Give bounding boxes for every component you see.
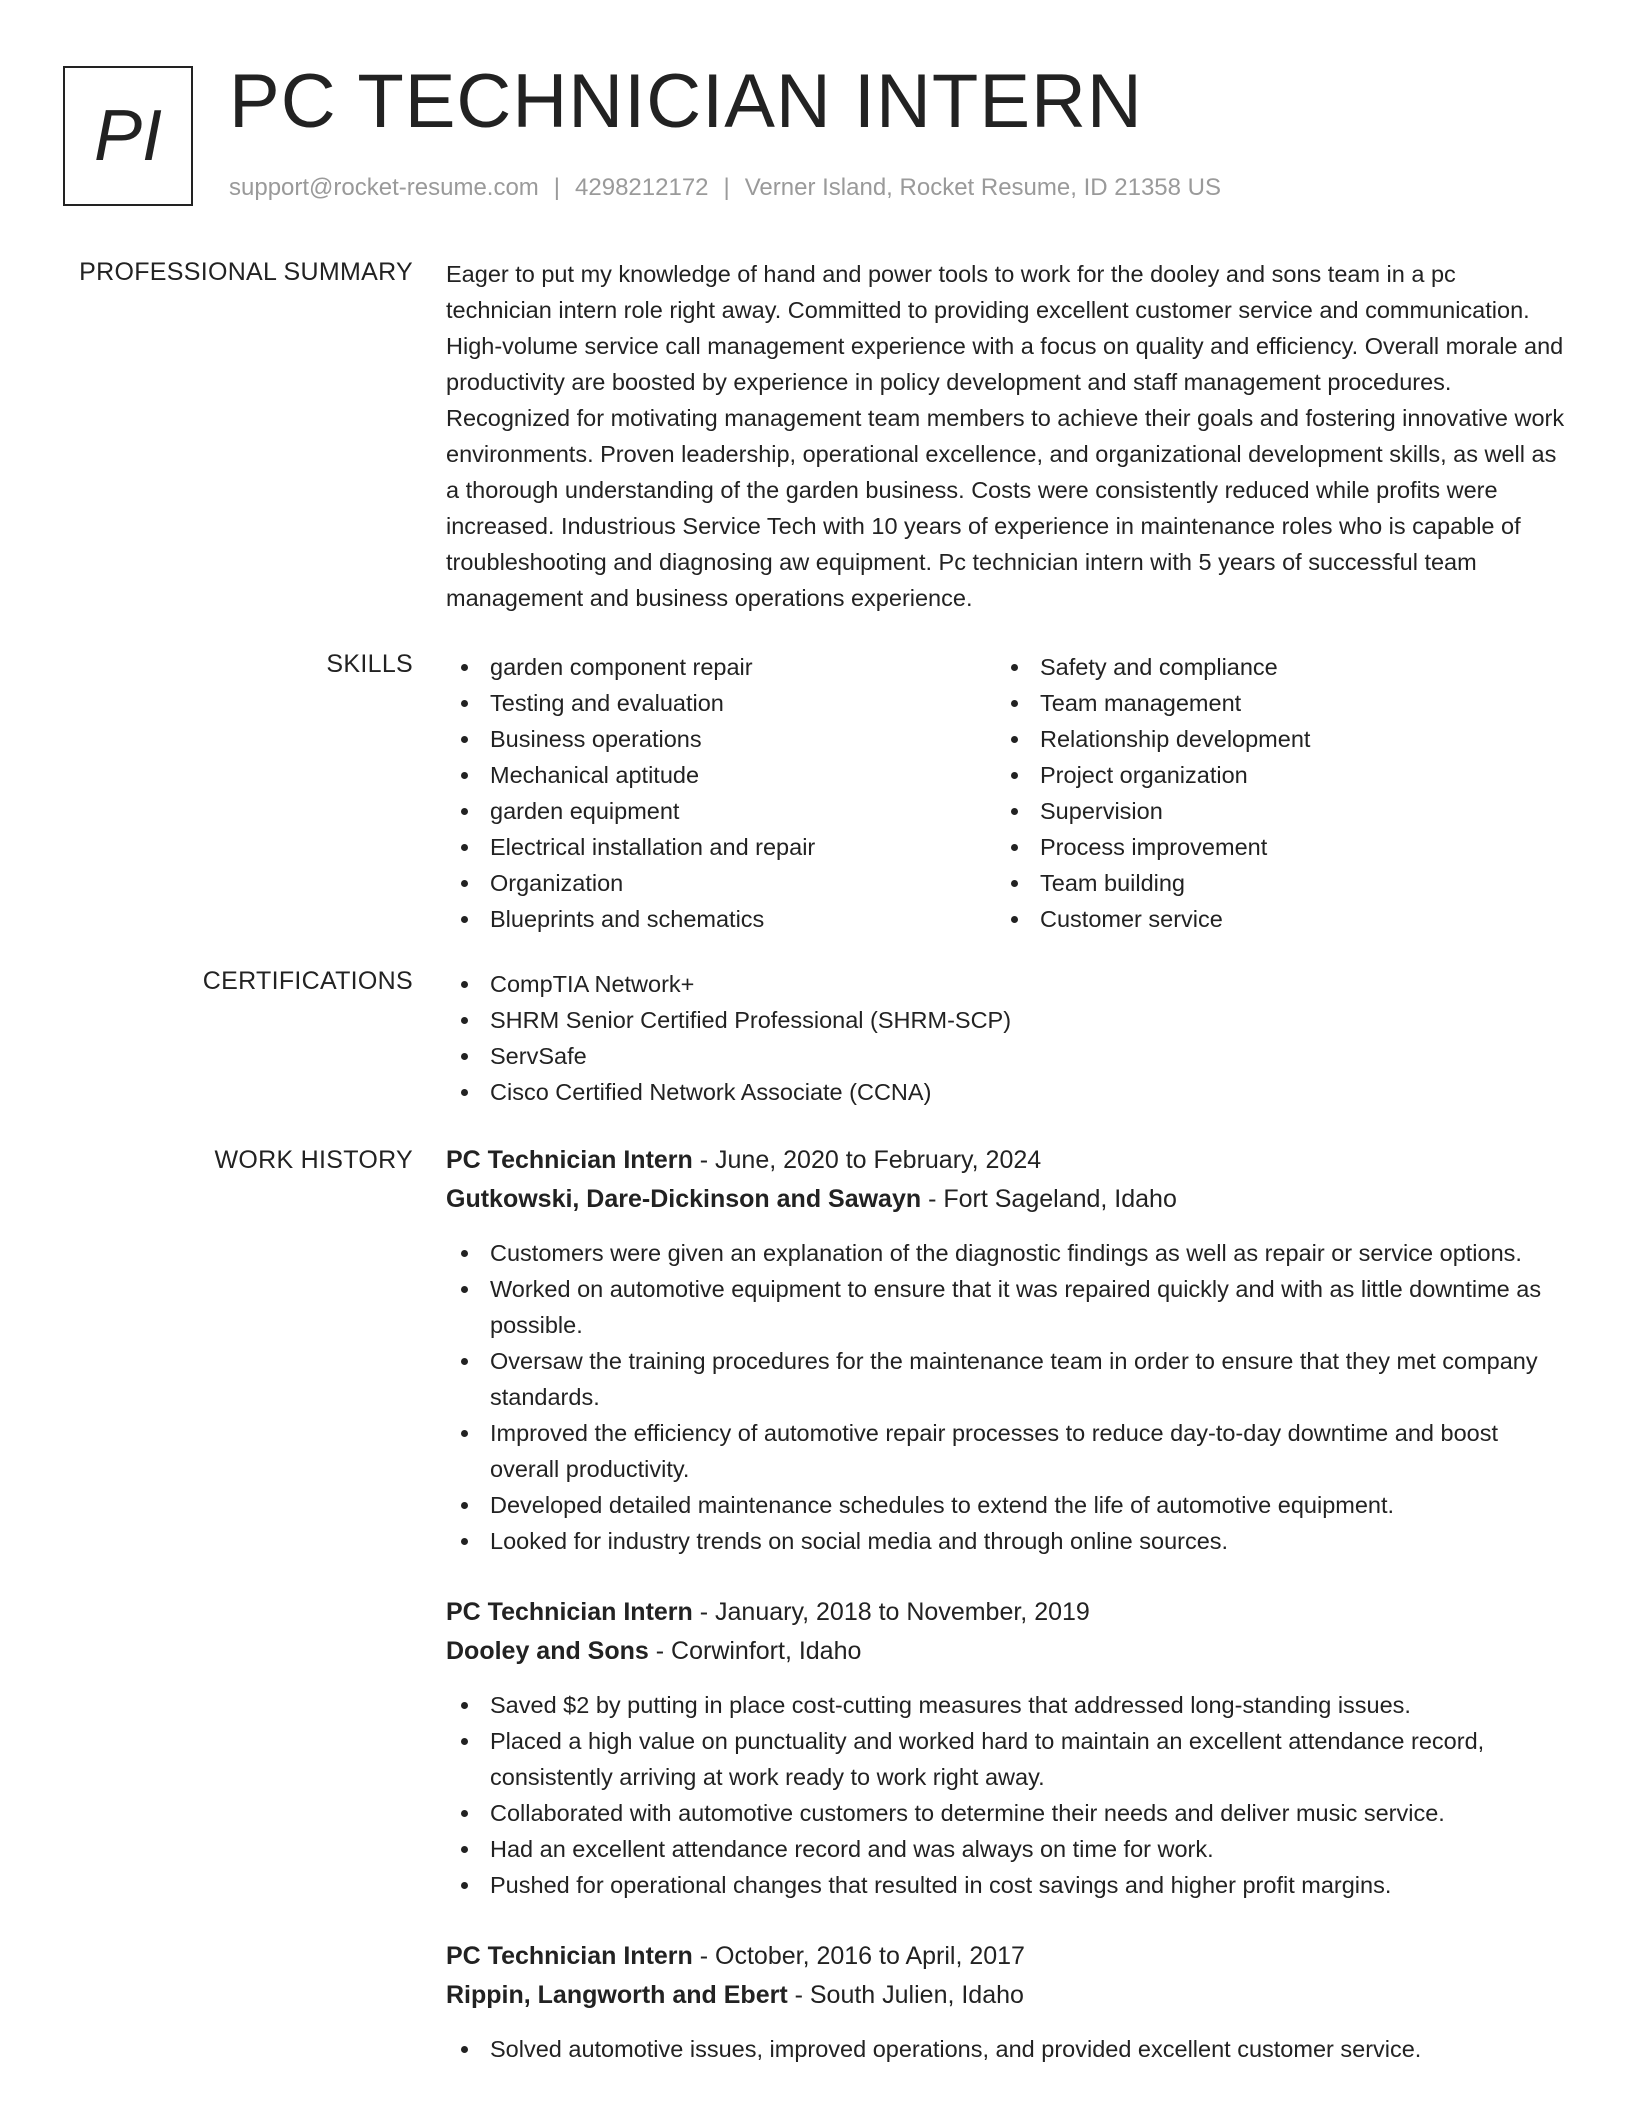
- resume-title: PC TECHNICIAN INTERN: [229, 59, 1143, 144]
- job-entry: [446, 1937, 1566, 2067]
- skill-item: Safety and compliance: [996, 649, 1546, 685]
- job-company-line: [446, 1632, 1566, 1671]
- contact-phone[interactable]: 4298212172: [575, 174, 709, 201]
- job-location: - Corwinfort, Idaho: [648, 1637, 862, 1665]
- job-location: - South Julien, Idaho: [787, 1981, 1024, 2009]
- skills-list-left: [446, 649, 996, 937]
- contact-separator: |: [553, 174, 561, 201]
- skill-item: Business operations: [446, 721, 996, 757]
- monogram-box: [63, 66, 193, 206]
- job-title-line: [446, 1593, 1566, 1632]
- contact-email[interactable]: support@rocket-resume.com: [229, 174, 539, 201]
- job-bullet: Worked on automotive equipment to ensure that it was repaired quickly and with as little downtime as possible.: [446, 1271, 1566, 1343]
- job-company: Dooley and Sons: [446, 1637, 649, 1665]
- job-title: PC Technician Intern: [446, 1598, 693, 1626]
- certifications-heading: CERTIFICATIONS: [202, 967, 413, 995]
- skills-list-right: [996, 649, 1546, 937]
- certification-item: ServSafe: [446, 1038, 1566, 1074]
- contact-address: Verner Island, Rocket Resume, ID 21358 US: [744, 174, 1221, 201]
- job-dates: - June, 2020 to February, 2024: [692, 1146, 1042, 1174]
- skill-item: Relationship development: [996, 721, 1546, 757]
- skill-item: Mechanical aptitude: [446, 757, 996, 793]
- skill-item: garden component repair: [446, 649, 996, 685]
- contact-line: [229, 174, 1221, 202]
- job-dates: - January, 2018 to November, 2019: [692, 1598, 1090, 1626]
- certification-item: CompTIA Network+: [446, 966, 1566, 1002]
- skill-item: garden equipment: [446, 793, 996, 829]
- job-entry: [446, 1141, 1566, 1559]
- job-bullet: Placed a high value on punctuality and worked hard to maintain an excellent attendance record, consistently arriving at work ready to work right away.: [446, 1723, 1566, 1795]
- work-history-heading: WORK HISTORY: [214, 1146, 413, 1174]
- skill-item: Team building: [996, 865, 1546, 901]
- job-bullet: Had an excellent attendance record and was always on time for work.: [446, 1831, 1566, 1867]
- summary-heading: PROFESSIONAL SUMMARY: [79, 258, 413, 286]
- skill-item: Supervision: [996, 793, 1546, 829]
- skill-item: Customer service: [996, 901, 1546, 937]
- skill-item: Electrical installation and repair: [446, 829, 996, 865]
- summary-text: Eager to put my knowledge of hand and power tools to work for the dooley and sons team in a pc technician intern role right away. Committed to providing excellent customer service and communication. High-volume service call management experience with a focus on quality and efficiency. Overall morale and productivity are boosted by experience in policy development and staff management procedures. Recognized for motivating management team members to achieve their goals and fostering innovative work environments. Proven leadership, operational excellence, and organizational development skills, as well as a thorough understanding of the garden business. Costs were consistently reduced while profits were increased. Industrious Service Tech with 10 years of experience in maintenance roles who is capable of troubleshooting and diagnosing aw equipment. Pc technician intern with 5 years of successful team management and business operations experience.: [446, 261, 1565, 611]
- skill-item: Process improvement: [996, 829, 1546, 865]
- job-location: - Fort Sageland, Idaho: [921, 1185, 1177, 1213]
- job-title: PC Technician Intern: [446, 1146, 693, 1174]
- certification-item: Cisco Certified Network Associate (CCNA): [446, 1074, 1566, 1110]
- contact-separator: |: [723, 174, 730, 201]
- job-title: PC Technician Intern: [446, 1942, 693, 1970]
- job-company-line: [446, 1976, 1566, 2015]
- skill-item: Testing and evaluation: [446, 685, 996, 721]
- skills-heading: SKILLS: [326, 650, 413, 678]
- job-bullets: [446, 2031, 1566, 2067]
- job-title-line: [446, 1937, 1566, 1976]
- job-bullet: Pushed for operational changes that resulted in cost savings and higher profit margins.: [446, 1867, 1566, 1903]
- job-bullet: Saved $2 by putting in place cost-cutting measures that addressed long-standing issues.: [446, 1687, 1566, 1723]
- job-company-line: [446, 1180, 1566, 1219]
- job-bullet: Solved automotive issues, improved operations, and provided excellent customer service.: [446, 2031, 1566, 2067]
- job-entry: [446, 1593, 1566, 1903]
- job-bullet: Customers were given an explanation of the diagnostic findings as well as repair or service options.: [446, 1235, 1566, 1271]
- job-bullet: Developed detailed maintenance schedules to extend the life of automotive equipment.: [446, 1487, 1566, 1523]
- job-bullets: [446, 1235, 1566, 1559]
- job-bullet: Oversaw the training procedures for the maintenance team in order to ensure that they met company standards.: [446, 1343, 1566, 1415]
- job-bullet: Looked for industry trends on social media and through online sources.: [446, 1523, 1566, 1559]
- skill-item: Organization: [446, 865, 996, 901]
- certifications-list: [446, 966, 1566, 1110]
- job-company: Gutkowski, Dare-Dickinson and Sawayn: [446, 1185, 922, 1213]
- job-company: Rippin, Langworth and Ebert: [446, 1981, 788, 2009]
- job-bullet: Collaborated with automotive customers to determine their needs and deliver music service.: [446, 1795, 1566, 1831]
- certification-item: SHRM Senior Certified Professional (SHRM-SCP): [446, 1002, 1566, 1038]
- skill-item: Project organization: [996, 757, 1546, 793]
- monogram-initials: PI: [93, 96, 163, 176]
- job-title-line: [446, 1141, 1566, 1180]
- skill-item: Blueprints and schematics: [446, 901, 996, 937]
- skill-item: Team management: [996, 685, 1546, 721]
- job-dates: - October, 2016 to April, 2017: [692, 1942, 1025, 1970]
- job-bullets: [446, 1687, 1566, 1903]
- job-bullet: Improved the efficiency of automotive repair processes to reduce day-to-day downtime and boost overall productivity.: [446, 1415, 1566, 1487]
